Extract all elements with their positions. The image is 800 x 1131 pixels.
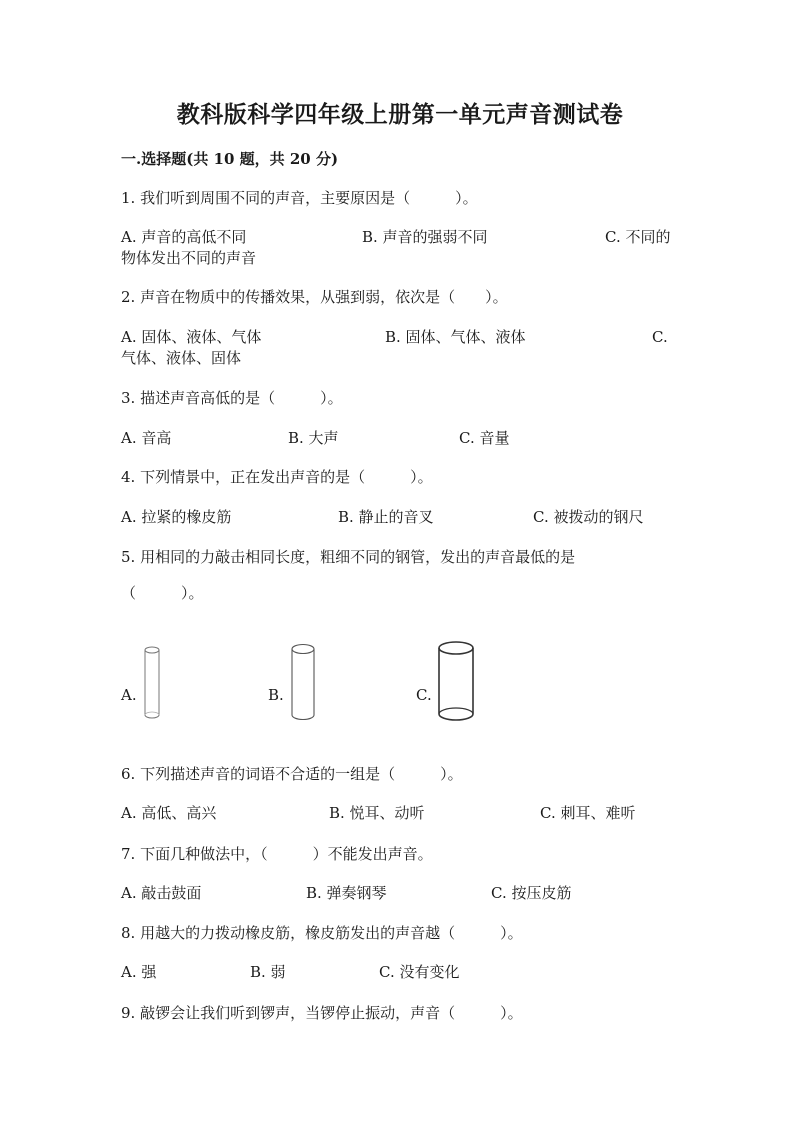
question-7-option-b[interactable]: B. 弹奏钢琴 [306, 884, 387, 902]
question-5-stem: 5. 用相同的力敲击相同长度，粗细不同的钢管，发出的声音最低的是 [121, 548, 576, 566]
question-5-option-a[interactable]: A. [121, 686, 137, 704]
question-3-option-a[interactable]: A. 音高 [121, 429, 172, 447]
question-5-option-b[interactable]: B. [268, 686, 284, 704]
exam-title: 教科版科学四年级上册第一单元声音测试卷 [176, 101, 624, 128]
question-7-stem: 7. 下面几种做法中，（ ）不能发出声音。 [121, 845, 433, 863]
question-4-stem: 4. 下列情景中，正在发出声音的是（ ）。 [121, 468, 433, 486]
question-5-option-c[interactable]: C. [416, 686, 432, 704]
question-3-stem: 3. 描述声音高低的是（ ）。 [121, 389, 343, 407]
thick-pipe-image [437, 640, 477, 724]
question-2-option-b[interactable]: B. 固体、气体、液体 [385, 328, 526, 346]
question-8-stem: 8. 用越大的力拨动橡皮筋，橡皮筋发出的声音越（ ）。 [121, 924, 523, 942]
question-6-option-b[interactable]: B. 悦耳、动听 [329, 804, 425, 822]
question-5-stem-wrap: （ ）。 [121, 584, 204, 602]
question-4-option-b[interactable]: B. 静止的音叉 [338, 508, 434, 526]
question-8-option-b[interactable]: B. 弱 [250, 963, 286, 981]
question-6-option-c[interactable]: C. 刺耳、难听 [540, 804, 636, 822]
question-1-option-c-wrap: 物体发出不同的声音 [121, 249, 257, 267]
question-1-option-b[interactable]: B. 声音的强弱不同 [362, 228, 488, 246]
question-6-stem: 6. 下列描述声音的词语不合适的一组是（ ）。 [121, 765, 463, 783]
section-heading: 一.选择题(共 10 题，共 20 分) [121, 150, 339, 168]
question-3-option-c[interactable]: C. 音量 [459, 429, 510, 447]
question-7-option-a[interactable]: A. 敲击鼓面 [121, 884, 202, 902]
question-8-option-a[interactable]: A. 强 [121, 963, 157, 981]
question-2-option-c[interactable]: C. [652, 328, 668, 346]
medium-pipe-image [290, 643, 318, 723]
question-3-option-b[interactable]: B. 大声 [288, 429, 339, 447]
question-2-option-c-wrap: 气体、液体、固体 [121, 349, 242, 367]
question-7-option-c[interactable]: C. 按压皮筋 [491, 884, 572, 902]
question-9-stem: 9. 敲锣会让我们听到锣声，当锣停止振动，声音（ ）。 [121, 1004, 523, 1022]
question-8-option-c[interactable]: C. 没有变化 [379, 963, 460, 981]
question-1-option-a[interactable]: A. 声音的高低不同 [121, 228, 247, 246]
question-6-option-a[interactable]: A. 高低、高兴 [121, 804, 217, 822]
question-1-option-c[interactable]: C. 不同的 [605, 228, 671, 246]
question-1-stem: 1. 我们听到周围不同的声音，主要原因是（ ）。 [121, 189, 478, 207]
thin-pipe-image [143, 645, 163, 723]
question-2-option-a[interactable]: A. 固体、液体、气体 [121, 328, 262, 346]
question-4-option-c[interactable]: C. 被拨动的钢尺 [533, 508, 644, 526]
question-4-option-a[interactable]: A. 拉紧的橡皮筋 [121, 508, 232, 526]
question-2-stem: 2. 声音在物质中的传播效果，从强到弱，依次是（ ）。 [121, 288, 508, 306]
